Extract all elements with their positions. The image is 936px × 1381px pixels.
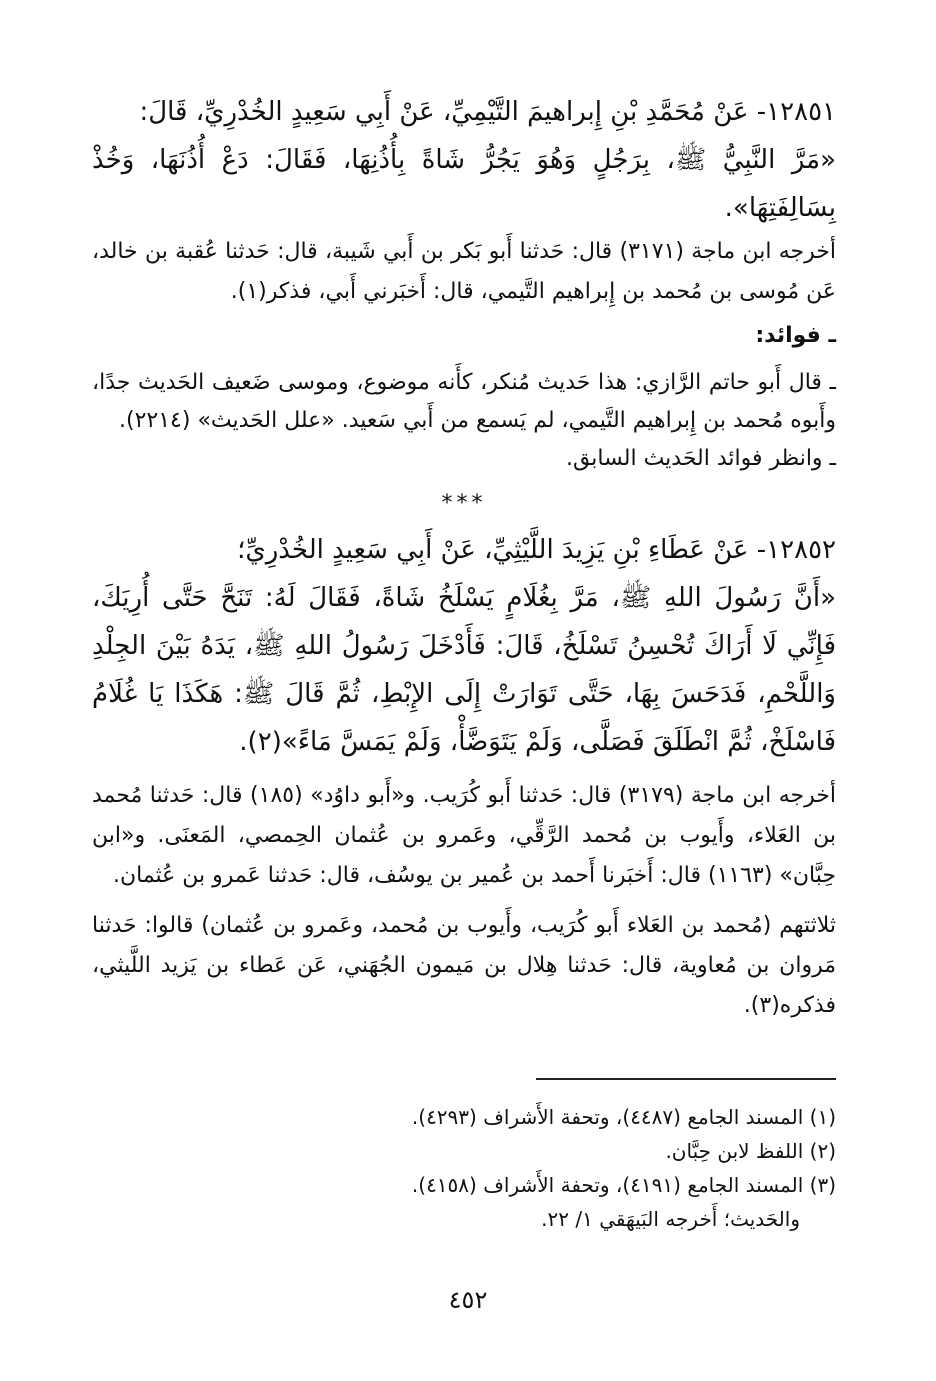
hadith-12852-takhrij-summary: ثلاثتهم (مُحمد بن العَلاء أَبو كُرَيب، وأَيوب بن مُحمد، وعَمرو بن عُثمان) قالوا: حَدثنا مَروان بن مُعاوية، قال: حَدثنا هِلال بن مَيمون الجُهَني، عَن عَطاء بن يَزيد اللَّيثي، فذكره(٣). bbox=[92, 913, 836, 1018]
footnote-1: (١) المسند الجامع (٤٤٨٧)، وتحفة الأَشراف (٤٢٩٣). bbox=[411, 1105, 836, 1129]
spacer bbox=[92, 766, 836, 776]
spacer bbox=[92, 896, 836, 906]
fawaid-item: ـ قال أَبو حاتم الرَّازي: هذا حَديث مُنكر، كأَنه موضوع، وموسى ضَعيف الحَديث جدًا، وأَبوه مُحمد بن إِبراهيم التَّيمي، لم يَسمع من أَبي سَعيد. «علل الحَديث» (٢٢١٤). bbox=[92, 370, 836, 433]
hadith-12852-isnad: ١٢٨٥٢- عَنْ عَطَاءِ بْنِ يَزِيدَ اللَّيْثِيِّ، عَنْ أَبِي سَعِيدٍ الخُدْرِيِّ؛ bbox=[237, 535, 836, 565]
hadith-12851-isnad: ١٢٨٥١- عَنْ مُحَمَّدِ بْنِ إِبراهيمَ التَّيْمِيِّ، عَنْ أَبِي سَعِيدٍ الخُدْرِيِّ، قَالَ: bbox=[139, 97, 836, 127]
hadith-12851-takhrij: أخرجه ابن ماجة (٣١٧١) قال: حَدثنا أَبو بَكر بن أَبي شَيبة، قال: حَدثنا عُقبة بن خالد، عَن مُوسى بن مُحمد بن إِبراهيم التَّيمي، قال: أَخبَرني أَبي، فذكر(١). bbox=[92, 239, 837, 304]
fawaid-heading: ـ فوائد: bbox=[755, 323, 836, 348]
footnotes bbox=[92, 1100, 836, 1236]
footnote-3: (٣) المسند الجامع (٤١٩١)، وتحفة الأَشراف (٤١٥٨). bbox=[411, 1173, 836, 1197]
fawaid-item: ـ وانظر فوائد الحَديث السابق. bbox=[565, 446, 836, 471]
hadith-12852-matn: «أَنَّ رَسُولَ اللهِ ﷺ، مَرَّ بِغُلَامٍ يَسْلَخُ شَاةً، فَقَالَ لَهُ: تَنَحَّ حَتَّى أُرِيَكَ، فَإِنِّي لَا أَرَاكَ تُحْسِنُ تَسْلَخُ، قَالَ: فَأَدْخَلَ رَسُولُ اللهِ ﷺ، يَدَهُ بَيْنَ الجِلْدِ وَاللَّحْمِ، فَدَحَسَ بِهَا، حَتَّى تَوَارَتْ إِلَى الإِبْطِ، ثُمَّ قَالَ ﷺ: هَكَذَا يَا غُلَامُ فَاسْلَخْ، ثُمَّ انْطَلَقَ فَصَلَّى، وَلَمْ يَتَوَضَّأْ، وَلَمْ يَمَسَّ مَاءً»(٢). bbox=[92, 583, 836, 757]
hadith-12852-takhrij: أخرجه ابن ماجة (٣١٧٩) قال: حَدثنا أَبو كُرَيب. و«أَبو داوُد» (١٨٥) قال: حَدثنا مُحمد بن العَلاء، وأَيوب بن مُحمد الرَّقِّي، وعَمرو بن عُثمان الحِمصي، المَعنَى. و«ابن حِبَّان» (١١٦٣) قال: أَخبَرنا أَحمد بن عُمير بن يوسُف، قال: حَدثنا عَمرو بن عُثمان. bbox=[92, 783, 837, 888]
page-number: ٤٥٢ bbox=[448, 1286, 488, 1314]
section-separator: *** bbox=[441, 491, 487, 516]
footnote-divider bbox=[536, 1078, 836, 1080]
hadith-12851-matn: «مَرَّ النَّبِيُّ ﷺ، بِرَجُلٍ وَهُوَ يَجُرُّ شَاةً بِأُذُنِهَا، فَقَالَ: دَعْ أُذُنَهَا، وَخُذْ بِسَالِفَتِهَا». bbox=[92, 145, 836, 223]
page-body bbox=[92, 88, 836, 1026]
footnote-2: (٢) اللفظ لابن حِبَّان. bbox=[665, 1139, 836, 1163]
footnote-3-continuation: والحَديث؛ أَخرجه البَيهَقي ١/ ٢٢. bbox=[541, 1207, 800, 1231]
